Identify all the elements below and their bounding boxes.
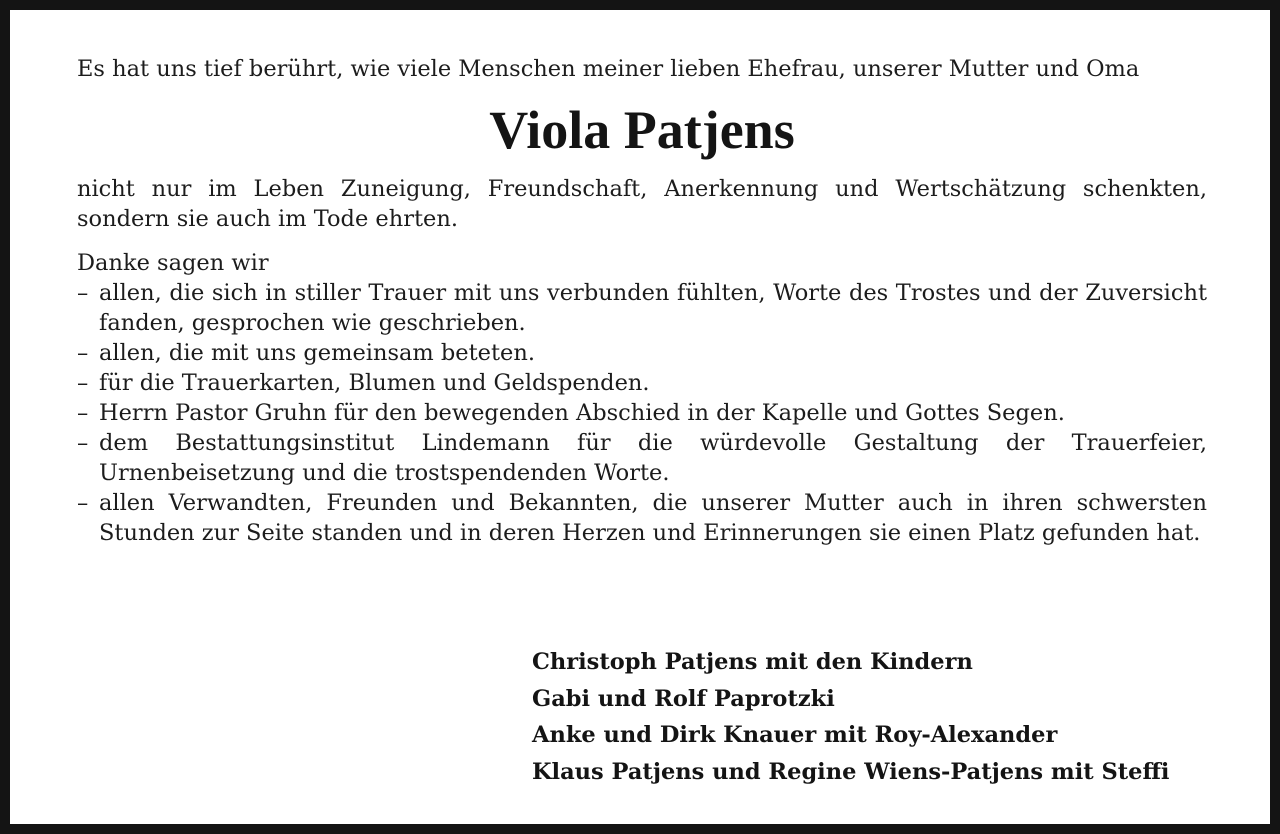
thanks-heading: Danke sagen wir <box>77 250 269 276</box>
dash-bullet: – <box>77 430 89 456</box>
dash-bullet: – <box>77 490 89 516</box>
thanks-item <box>77 368 1207 398</box>
dash-bullet: – <box>77 340 89 366</box>
thanks-item-text: allen Verwandten, Freunden und Bekannten, die unserer Mutter auch in ihren schwersten Stunden zur Seite standen und in deren Herzen und Erinnerungen sie einen Platz gefunden hat. <box>99 490 1207 546</box>
notice-content <box>77 54 1207 548</box>
thanks-item <box>77 338 1207 368</box>
intro-text: Es hat uns tief berührt, wie viele Menschen meiner lieben Ehefrau, unserer Mutter und Oma <box>77 56 1140 82</box>
thanks-item <box>77 428 1207 488</box>
signature-line: Anke und Dirk Knauer mit Roy-Alexander <box>532 722 1058 748</box>
dash-bullet: – <box>77 400 89 426</box>
dash-bullet: – <box>77 280 89 306</box>
signature-block <box>532 644 1212 790</box>
body-text: nicht nur im Leben Zuneigung, Freundschaft, Anerkennung und Wertschätzung schenkten, sondern sie auch im Tode ehrten. <box>77 176 1207 232</box>
thanks-list <box>77 278 1207 548</box>
thanks-item-text: allen, die mit uns gemeinsam beteten. <box>99 340 535 366</box>
thanks-item-text: Herrn Pastor Gruhn für den bewegenden Abschied in der Kapelle und Gottes Segen. <box>99 400 1065 426</box>
thanks-item <box>77 398 1207 428</box>
dash-bullet: – <box>77 370 89 396</box>
signature-line: Klaus Patjens und Regine Wiens-Patjens mit Steffi <box>532 758 1170 785</box>
thanks-item <box>77 488 1207 548</box>
thanks-item-text: dem Bestattungsinstitut Lindemann für die würdevolle Gestaltung der Trauerfeier, Urnenbeisetzung und die trostspendenden Worte. <box>99 430 1207 486</box>
thanks-item-text: allen, die sich in stiller Trauer mit uns verbunden fühlten, Worte des Trostes und der Zuversicht fanden, gesprochen wie geschrieben. <box>99 280 1207 336</box>
signature-line: Gabi und Rolf Paprotzki <box>532 685 835 712</box>
signature-line: Christoph Patjens mit den Kindern <box>532 649 973 675</box>
thanks-item <box>77 278 1207 338</box>
deceased-name: Viola Patjens <box>489 100 795 160</box>
thanks-item-text: für die Trauerkarten, Blumen und Geldspenden. <box>99 370 650 396</box>
